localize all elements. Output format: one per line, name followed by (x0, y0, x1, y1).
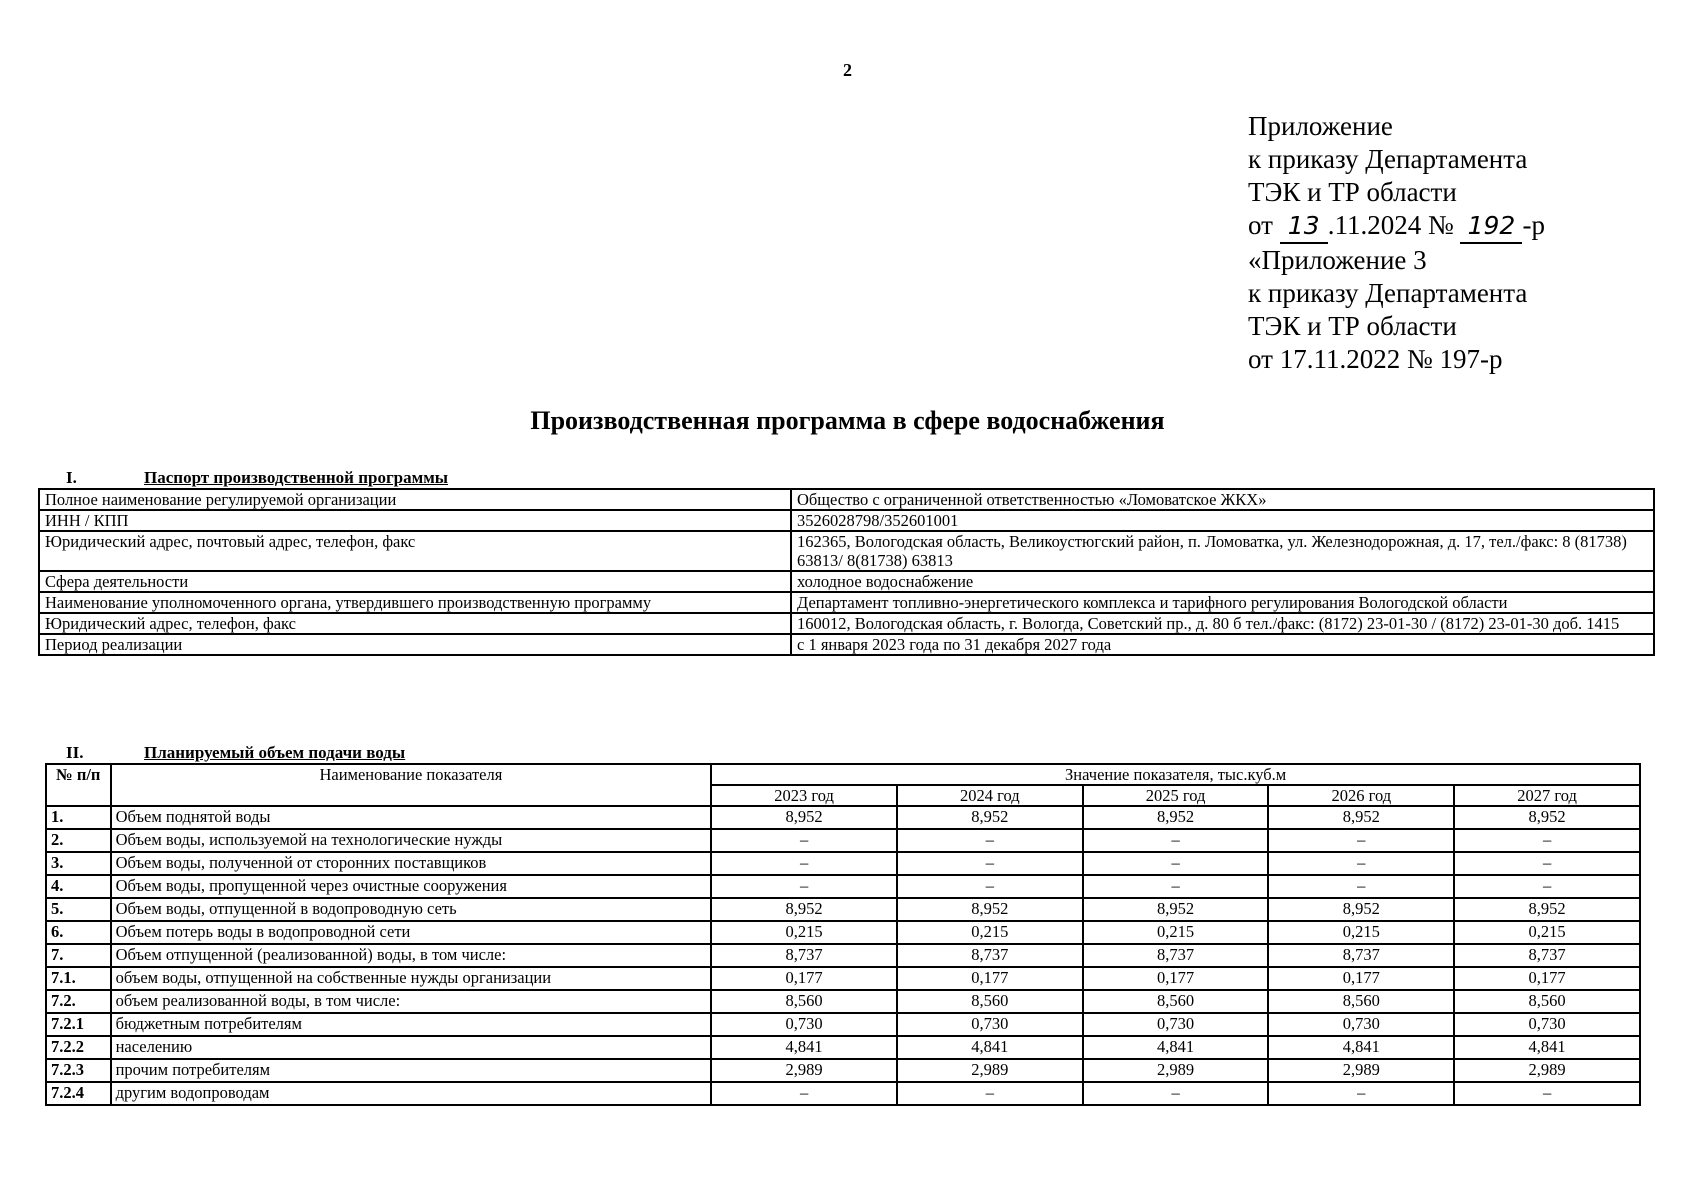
page-number: 2 (843, 60, 852, 80)
table-row (46, 990, 1640, 1013)
value-cell: 4,841 (1083, 1036, 1269, 1059)
value-cell: 0,730 (711, 1013, 897, 1036)
value-cell: – (1268, 875, 1454, 898)
section-1-number: I. (66, 468, 77, 487)
year-header: 2024 год (897, 785, 1083, 806)
section-2-number: II. (66, 743, 84, 762)
appendix-order-line (1248, 209, 1545, 244)
section-1-title: Паспорт производственной программы (144, 468, 449, 487)
value-cell: 2,989 (897, 1059, 1083, 1082)
value-cell: 0,730 (897, 1013, 1083, 1036)
passport-key: Период реализации (39, 634, 791, 655)
passport-key: Наименование уполномоченного органа, утвердившего производственную программу (39, 592, 791, 613)
passport-value: Общество с ограниченной ответственностью «Ломоватское ЖКХ» (791, 489, 1654, 510)
indicator-name: прочим потребителям (111, 1059, 712, 1082)
passport-value: 162365, Вологодская область, Великоустюгский район, п. Ломоватка, ул. Железнодорожная, д. 17, тел./факс: 8 (81738) 63813/ 8(81738) 63813 (791, 531, 1654, 571)
handwritten-number: 192 (1460, 209, 1522, 244)
indicator-name: Объем воды, пропущенной через очистные сооружения (111, 875, 712, 898)
value-cell: 4,841 (897, 1036, 1083, 1059)
value-cell: – (897, 852, 1083, 875)
table-row (46, 1036, 1640, 1059)
table-row (46, 829, 1640, 852)
value-cell: – (1083, 829, 1269, 852)
value-cell: 8,952 (897, 806, 1083, 829)
value-cell: 8,952 (1083, 898, 1269, 921)
passport-row (39, 592, 1654, 613)
row-number: 7.2.2 (46, 1036, 111, 1059)
value-cell: 8,952 (1268, 806, 1454, 829)
appendix-line: Приложение (1248, 111, 1393, 141)
value-cell: – (1268, 829, 1454, 852)
passport-table (38, 488, 1655, 656)
value-cell: 8,952 (1083, 806, 1269, 829)
passport-key: Полное наименование регулируемой организации (39, 489, 791, 510)
appendix-block (1248, 110, 1545, 376)
value-cell: 0,177 (897, 967, 1083, 990)
value-cell: – (711, 829, 897, 852)
row-number: 7.2.1 (46, 1013, 111, 1036)
row-number: 7.1. (46, 967, 111, 990)
indicator-name: Объем потерь воды в водопроводной сети (111, 921, 712, 944)
table-row (46, 944, 1640, 967)
value-cell: – (1454, 1082, 1640, 1105)
value-cell: 8,737 (897, 944, 1083, 967)
col-header-value: Значение показателя, тыс.куб.м (711, 764, 1640, 785)
indicator-name: бюджетным потребителям (111, 1013, 712, 1036)
passport-value: Департамент топливно-энергетического комплекса и тарифного регулирования Вологодской области (791, 592, 1654, 613)
value-cell: 0,215 (711, 921, 897, 944)
row-number: 7. (46, 944, 111, 967)
appendix-line: к приказу Департамента (1248, 144, 1528, 174)
order-prefix: от (1248, 210, 1273, 240)
row-number: 7.2.4 (46, 1082, 111, 1105)
value-cell: 0,215 (1083, 921, 1269, 944)
value-cell: 0,730 (1083, 1013, 1269, 1036)
table-row (46, 1013, 1640, 1036)
row-number: 3. (46, 852, 111, 875)
value-cell: 0,730 (1454, 1013, 1640, 1036)
indicator-name: Объем отпущенной (реализованной) воды, в том числе: (111, 944, 712, 967)
year-header: 2027 год (1454, 785, 1640, 806)
value-cell: 0,177 (1454, 967, 1640, 990)
passport-row (39, 489, 1654, 510)
value-cell: – (1454, 852, 1640, 875)
document-title: Производственная программа в сфере водоснабжения (530, 406, 1165, 435)
value-cell: 2,989 (1454, 1059, 1640, 1082)
row-number: 1. (46, 806, 111, 829)
col-header-number: № п/п (46, 764, 111, 806)
passport-row (39, 531, 1654, 571)
value-cell: 4,841 (1268, 1036, 1454, 1059)
value-cell: – (711, 875, 897, 898)
value-cell: 8,952 (711, 806, 897, 829)
value-cell: 4,841 (1454, 1036, 1640, 1059)
row-number: 2. (46, 829, 111, 852)
value-cell: – (1083, 852, 1269, 875)
value-cell: – (1268, 852, 1454, 875)
value-cell: 8,737 (1083, 944, 1269, 967)
passport-value: 160012, Вологодская область, г. Вологда, Советский пр., д. 80 б тел./факс: (8172) 23-01-30 / (8172) 23-01-30 доб. 1415 (791, 613, 1654, 634)
table-row (46, 967, 1640, 990)
value-cell: 8,952 (1454, 806, 1640, 829)
value-cell: 8,737 (1268, 944, 1454, 967)
value-cell: 2,989 (1268, 1059, 1454, 1082)
appendix-line: ТЭК и ТР области (1248, 311, 1457, 341)
passport-value: 3526028798/352601001 (791, 510, 1654, 531)
order-date: .11.2024 № (1327, 210, 1454, 240)
passport-key: Сфера деятельности (39, 571, 791, 592)
value-cell: 0,215 (897, 921, 1083, 944)
year-header: 2025 год (1083, 785, 1269, 806)
row-number: 6. (46, 921, 111, 944)
value-cell: 0,215 (1268, 921, 1454, 944)
handwritten-day: 13 (1280, 209, 1328, 244)
year-header: 2023 год (711, 785, 897, 806)
value-cell: 0,730 (1268, 1013, 1454, 1036)
section-2-title: Планируемый объем подачи воды (144, 743, 406, 762)
passport-key: ИНН / КПП (39, 510, 791, 531)
value-cell: – (897, 829, 1083, 852)
appendix-line: от 17.11.2022 № 197-р (1248, 344, 1503, 374)
value-cell: 8,737 (1454, 944, 1640, 967)
value-cell: 8,952 (711, 898, 897, 921)
passport-key: Юридический адрес, телефон, факс (39, 613, 791, 634)
table-row (46, 806, 1640, 829)
value-cell: 8,560 (1083, 990, 1269, 1013)
value-cell: – (1454, 829, 1640, 852)
value-cell: – (711, 852, 897, 875)
table-row (46, 921, 1640, 944)
indicator-name: другим водопроводам (111, 1082, 712, 1105)
year-header: 2026 год (1268, 785, 1454, 806)
passport-row (39, 571, 1654, 592)
table-row (46, 852, 1640, 875)
appendix-line: «Приложение 3 (1248, 245, 1427, 275)
value-cell: 0,177 (1268, 967, 1454, 990)
value-cell: 0,177 (1083, 967, 1269, 990)
indicator-name: Объем поднятой воды (111, 806, 712, 829)
table-row (46, 875, 1640, 898)
section-2-heading (66, 743, 405, 763)
value-cell: 8,952 (1454, 898, 1640, 921)
appendix-line: ТЭК и ТР области (1248, 177, 1457, 207)
table-row (46, 1082, 1640, 1105)
value-cell: – (1083, 875, 1269, 898)
value-cell: – (897, 875, 1083, 898)
col-header-name: Наименование показателя (111, 764, 712, 806)
value-cell: 8,560 (897, 990, 1083, 1013)
value-cell: 2,989 (711, 1059, 897, 1082)
value-cell: 8,560 (1454, 990, 1640, 1013)
table-row (46, 1059, 1640, 1082)
row-number: 4. (46, 875, 111, 898)
value-cell: 8,560 (711, 990, 897, 1013)
passport-value: холодное водоснабжение (791, 571, 1654, 592)
appendix-line: к приказу Департамента (1248, 278, 1528, 308)
passport-key: Юридический адрес, почтовый адрес, телефон, факс (39, 531, 791, 571)
value-cell: – (1268, 1082, 1454, 1105)
row-number: 5. (46, 898, 111, 921)
indicator-name: Объем воды, полученной от сторонних поставщиков (111, 852, 712, 875)
table-row (46, 898, 1640, 921)
passport-value: с 1 января 2023 года по 31 декабря 2027 года (791, 634, 1654, 655)
value-cell: 8,952 (1268, 898, 1454, 921)
section-1-heading (66, 468, 448, 488)
value-cell: 8,737 (711, 944, 897, 967)
indicator-name: объем реализованной воды, в том числе: (111, 990, 712, 1013)
value-cell: 4,841 (711, 1036, 897, 1059)
value-cell: 2,989 (1083, 1059, 1269, 1082)
indicator-name: Объем воды, отпущенной в водопроводную сеть (111, 898, 712, 921)
value-cell: 8,952 (897, 898, 1083, 921)
row-number: 7.2.3 (46, 1059, 111, 1082)
order-suffix: -р (1522, 210, 1545, 240)
indicator-name: населению (111, 1036, 712, 1059)
value-cell: – (1454, 875, 1640, 898)
value-cell: – (711, 1082, 897, 1105)
value-cell: 0,215 (1454, 921, 1640, 944)
indicator-name: объем воды, отпущенной на собственные нужды организации (111, 967, 712, 990)
value-cell: – (1083, 1082, 1269, 1105)
value-cell: 0,177 (711, 967, 897, 990)
passport-row (39, 613, 1654, 634)
indicator-name: Объем воды, используемой на технологические нужды (111, 829, 712, 852)
water-volume-table (45, 763, 1641, 1106)
passport-row (39, 634, 1654, 655)
value-cell: – (897, 1082, 1083, 1105)
value-cell: 8,560 (1268, 990, 1454, 1013)
row-number: 7.2. (46, 990, 111, 1013)
passport-row (39, 510, 1654, 531)
